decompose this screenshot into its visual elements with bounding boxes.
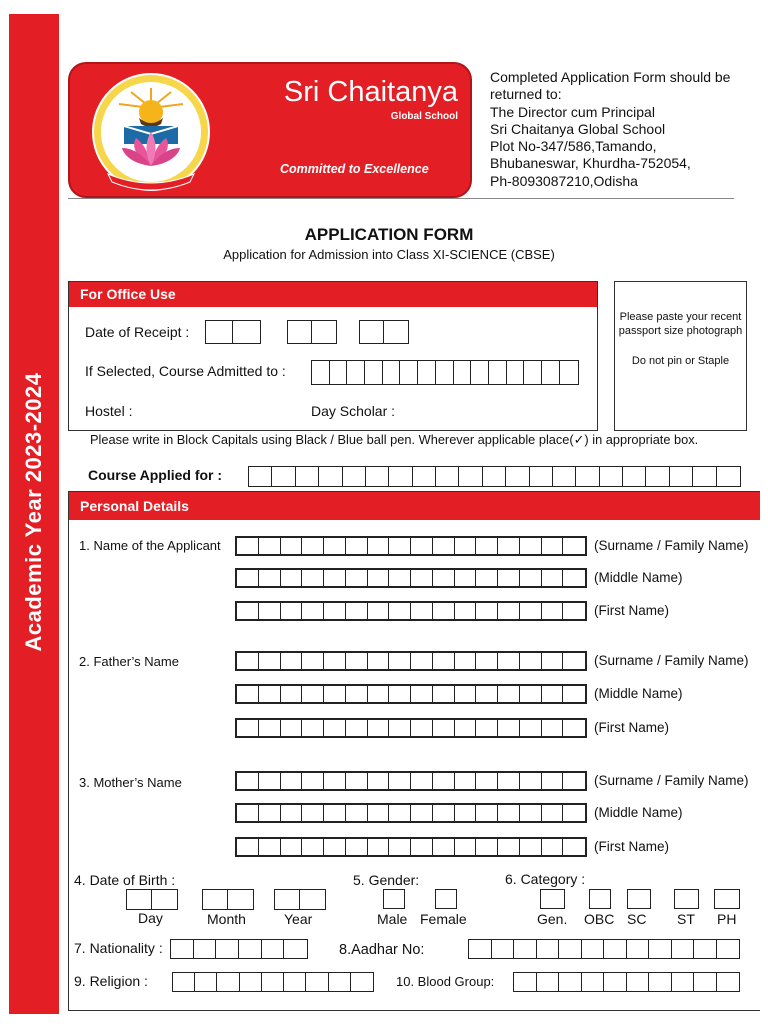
category-st-checkbox[interactable] [674,889,699,909]
father-first-boxes[interactable] [235,718,587,738]
receipt-month-boxes[interactable] [287,320,337,344]
dob-year-boxes[interactable] [274,889,326,910]
school-name: Sri Chaitanya [283,76,458,108]
course-applied-boxes[interactable] [248,466,741,487]
school-emblem-icon [86,68,216,196]
aadhar-label: 8.Aadhar No: [339,942,425,958]
gender-male-caption: Male [377,911,408,927]
office-use-heading: For Office Use [69,282,597,307]
applicant-first-caption: (First Name) [594,603,669,618]
category-st-caption: ST [677,911,695,927]
blood-group-label: 10. Blood Group: [396,974,495,989]
mother-first-caption: (First Name) [594,839,669,854]
dob-label: 4. Date of Birth : [74,872,176,888]
mother-middle-caption: (Middle Name) [594,805,683,820]
course-admitted-label: If Selected, Course Admitted to : [85,363,286,379]
category-ph-checkbox[interactable] [714,889,740,909]
mother-middle-boxes[interactable] [235,803,587,823]
course-admitted-boxes[interactable] [311,360,579,385]
header-divider [68,198,734,199]
school-logo-banner [68,62,472,198]
date-of-receipt-label: Date of Receipt : [85,324,190,340]
category-ph-caption: PH [717,911,737,927]
dob-day-caption: Day [138,910,163,926]
category-sc-caption: SC [627,911,647,927]
applicant-middle-caption: (Middle Name) [594,570,683,585]
photo-note: Do not pin or Staple [631,355,730,367]
blood-group-boxes[interactable] [513,972,740,992]
father-middle-caption: (Middle Name) [594,686,683,701]
category-obc-caption: OBC [584,911,615,927]
photo-instruction: Please paste your recent passport size photograph [618,311,743,337]
form-subtitle: Application for Admission into Class XI-SCIENCE (CBSE) [223,247,555,262]
form-instruction: Please write in Block Capitals using Black / Blue ball pen. Wherever applicable place(✓) in appropriate box. [90,432,699,447]
applicant-surname-caption: (Surname / Family Name) [594,538,749,553]
category-gen-caption: Gen. [537,911,568,927]
category-sc-checkbox[interactable] [627,889,651,909]
applicant-name-label: 1. Name of the Applicant [79,538,221,553]
religion-boxes[interactable] [172,972,374,992]
applicant-middle-boxes[interactable] [235,568,587,588]
school-subtitle: Global School [390,111,458,122]
course-applied-label: Course Applied for : [88,467,223,483]
receipt-year-boxes[interactable] [359,320,409,344]
gender-female-caption: Female [420,911,467,927]
dob-month-caption: Month [207,911,246,927]
gender-male-checkbox[interactable] [383,889,405,909]
academic-year-banner: Academic Year 2023-2024 [21,372,46,652]
mother-surname-caption: (Surname / Family Name) [594,773,749,788]
category-obc-checkbox[interactable] [589,889,611,909]
mother-name-label: 3. Mother’s Name [79,775,182,790]
aadhar-boxes[interactable] [468,939,740,959]
category-label: 6. Category : [505,871,586,887]
category-gen-checkbox[interactable] [540,889,565,909]
applicant-surname-boxes[interactable] [235,536,587,556]
return-address: Completed Application Form should be returned to: The Director cum Principal Sri Chaitanya Global School Plot No-347/586,Tamando, Bhubaneswar, Khurdha-752054, Ph-8093087210,Odisha [490,69,731,189]
gender-label: 5. Gender: [353,872,420,888]
school-tagline: Committed to Excellence [280,162,429,176]
religion-label: 9. Religion : [74,973,148,989]
dob-year-caption: Year [284,911,313,927]
receipt-day-boxes[interactable] [205,320,261,344]
dob-month-boxes[interactable] [202,889,254,910]
personal-details-heading: Personal Details [69,492,760,520]
father-first-caption: (First Name) [594,720,669,735]
day-scholar-label: Day Scholar : [311,403,396,419]
photo-placeholder [614,281,747,431]
father-middle-boxes[interactable] [235,684,587,704]
hostel-label: Hostel : [85,403,133,419]
dob-day-boxes[interactable] [126,889,178,910]
gender-female-checkbox[interactable] [435,889,457,909]
nationality-boxes[interactable] [170,939,308,959]
office-use-section [68,281,598,431]
father-surname-caption: (Surname / Family Name) [594,653,749,668]
father-name-label: 2. Father’s Name [79,654,179,669]
nationality-label: 7. Nationality : [74,940,163,956]
applicant-first-boxes[interactable] [235,601,587,621]
form-title: APPLICATION FORM [304,225,474,244]
mother-surname-boxes[interactable] [235,771,587,791]
mother-first-boxes[interactable] [235,837,587,857]
father-surname-boxes[interactable] [235,651,587,671]
